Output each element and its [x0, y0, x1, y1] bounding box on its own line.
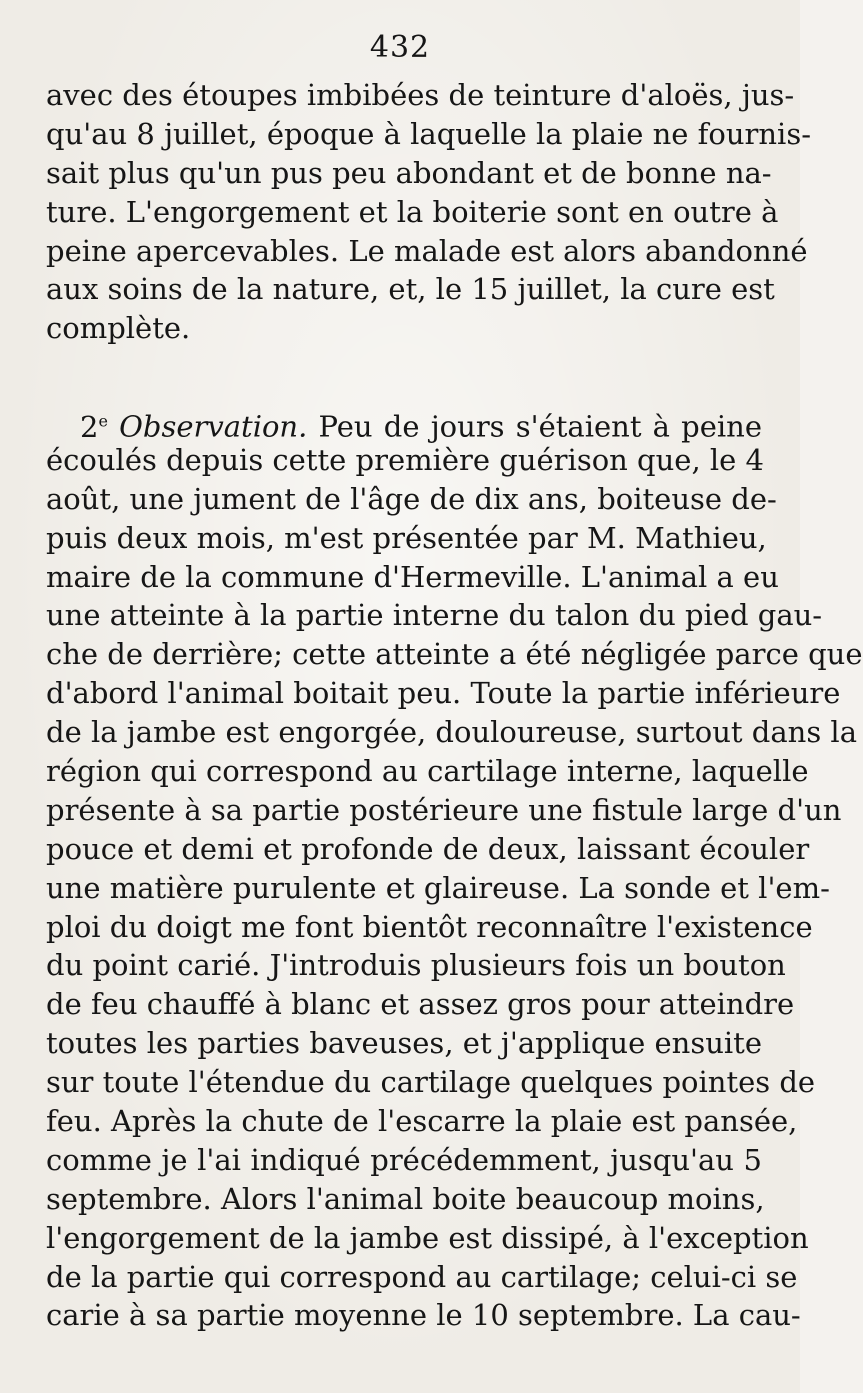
text-line: toutes les parties baveuses, et j'applique ensuite [46, 1026, 762, 1061]
text-line: du point carié. J'introduis plusieurs fois un bouton [46, 948, 786, 983]
text-line: ture. L'engorgement et la boiterie sont en outre à [46, 194, 779, 229]
text-line: carie à sa partie moyenne le 10 septembre. La cau- [46, 1298, 801, 1333]
text-line: de feu chauffé à blanc et assez gros pour atteindre [46, 987, 795, 1022]
text-line: pouce et demi et profonde de deux, laissant écouler [46, 831, 810, 866]
observation-title: Observation. [119, 409, 308, 444]
text-line: complète. [46, 311, 191, 346]
text-line: région qui correspond au cartilage interne, laquelle [46, 754, 809, 789]
text-line: de la jambe est engorgée, douloureuse, surtout dans la [46, 715, 857, 750]
text-line: ploi du doigt me font bientôt reconnaître l'existence [46, 909, 813, 944]
text-line: septembre. Alors l'animal boite beaucoup moins, [46, 1181, 765, 1216]
text-line: sait plus qu'un pus peu abondant et de bonne na- [46, 155, 772, 190]
text-line: peine apercevables. Le malade est alors abandonné [46, 233, 808, 268]
text-line: che de derrière; cette atteinte a été négligée parce que [46, 637, 863, 672]
text-line: écoulés depuis cette première guérison que, le 4 [46, 442, 765, 477]
text-line: de la partie qui correspond au cartilage; celui-ci se [46, 1259, 798, 1294]
text-line: puis deux mois, m'est présentée par M. Mathieu, [46, 520, 767, 555]
text-line: une matière purulente et glaireuse. La sonde et l'em- [46, 870, 830, 905]
text-line: d'abord l'animal boitait peu. Toute la partie inférieure [46, 676, 841, 711]
text-line: l'engorgement de la jambe est dissipé, à l'exception [46, 1220, 809, 1255]
text-line: maire de la commune d'Hermeville. L'animal a eu [46, 559, 779, 594]
page-number: 432 [369, 30, 431, 65]
text-line: présente à sa partie postérieure une fistule large d'un [46, 792, 842, 827]
text-line: août, une jument de l'âge de dix ans, boiteuse de- [46, 481, 777, 516]
paragraph-continued [46, 76, 812, 348]
text-line: comme je l'ai indiqué précédemment, jusqu'au 5 [46, 1142, 762, 1177]
text-line: aux soins de la nature, et, le 15 juillet, la cure est [46, 272, 775, 307]
observation-heading-line [46, 402, 763, 444]
text-line: feu. Après la chute de l'escarre la plaie est pansée, [46, 1104, 798, 1139]
observation-number: 2e [80, 409, 108, 444]
text-line: sur toute l'étendue du cartilage quelques pointes de [46, 1065, 816, 1100]
observation-paragraph [46, 402, 863, 1335]
observation-first-line-text: Peu de jours s'étaient à peine [318, 409, 763, 444]
text-line: qu'au 8 juillet, époque à laquelle la plaie ne fournis- [46, 116, 812, 151]
text-line: avec des étoupes imbibées de teinture d'aloës, jus- [46, 78, 795, 112]
text-line: une atteinte à la partie interne du talon du pied gau- [46, 598, 823, 633]
